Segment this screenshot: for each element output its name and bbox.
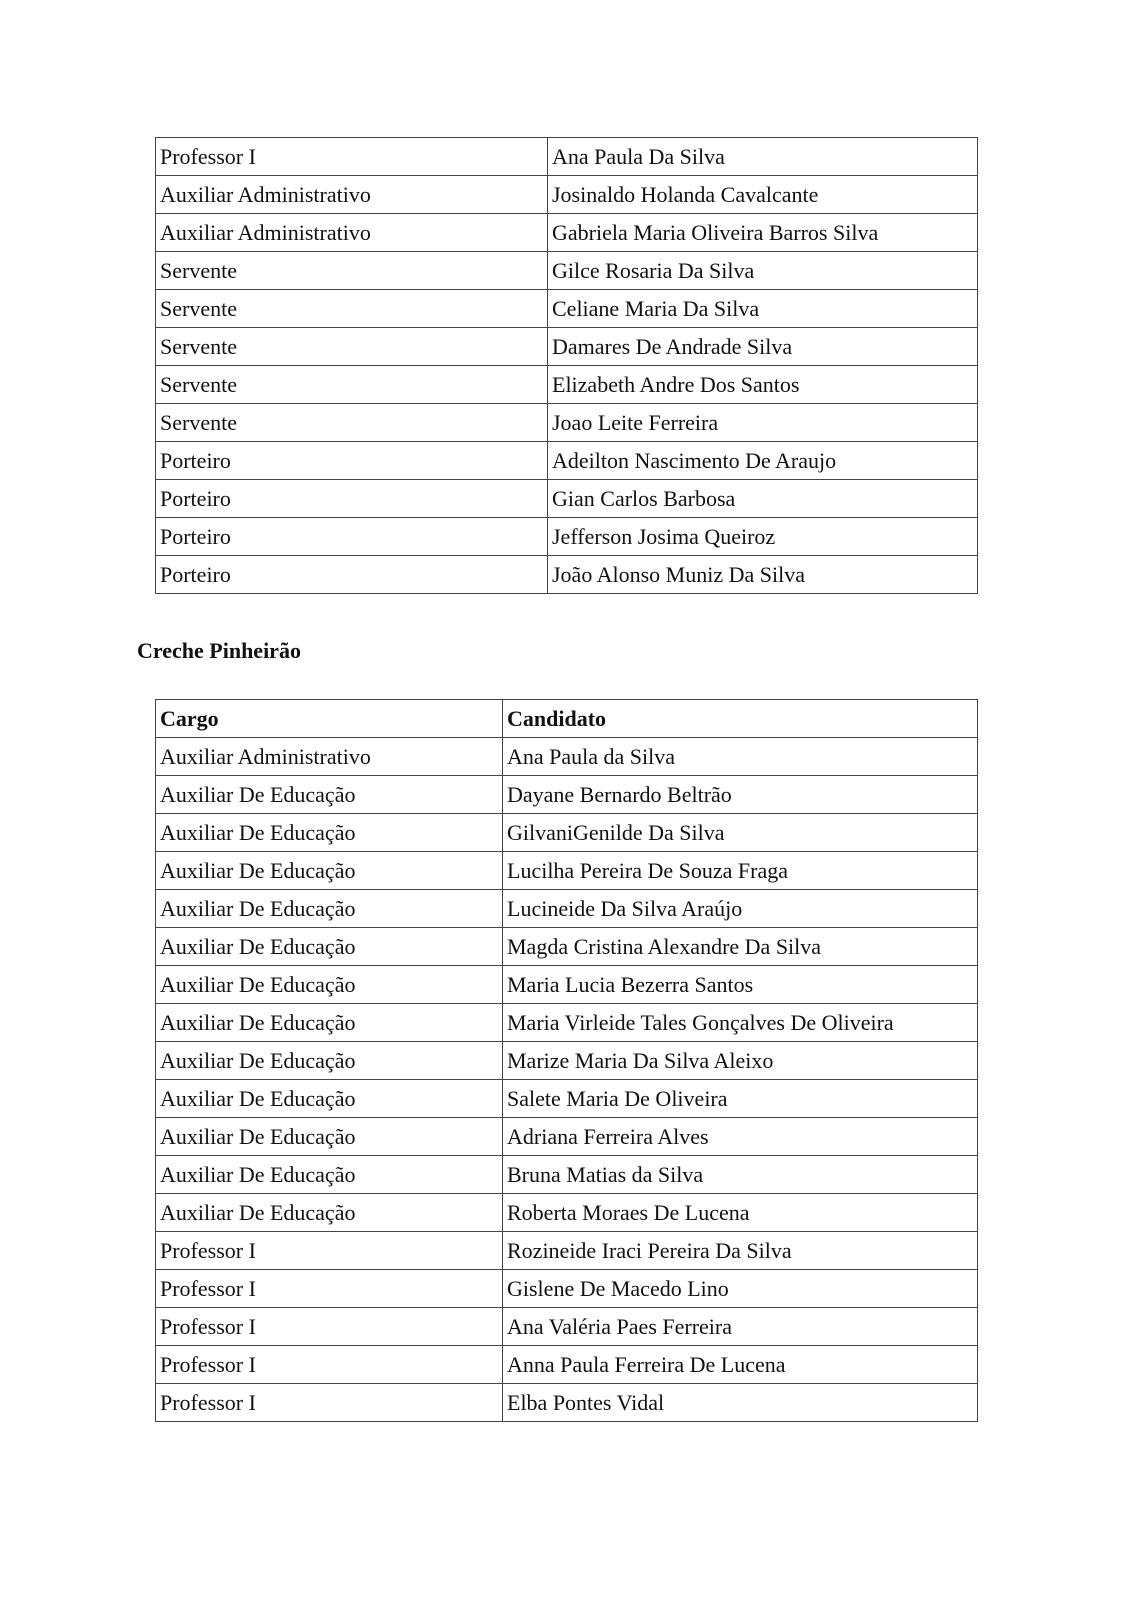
candidato-cell: Lucineide Da Silva Araújo [503,890,978,928]
table-row [156,1118,978,1156]
candidato-cell: Rozineide Iraci Pereira Da Silva [503,1232,978,1270]
candidato-cell: Adriana Ferreira Alves [503,1118,978,1156]
cargo-cell: Auxiliar De Educação [156,966,503,1004]
cargo-cell: Auxiliar Administrativo [156,738,503,776]
section-title: Creche Pinheirão [137,638,301,663]
table-row [156,480,978,518]
candidato-cell: Jefferson Josima Queiroz [548,518,978,556]
cargo-cell: Servente [156,328,548,366]
candidato-cell: Elba Pontes Vidal [503,1384,978,1422]
table-row [156,404,978,442]
cargo-cell: Auxiliar De Educação [156,852,503,890]
table-row [156,1042,978,1080]
cargo-cell: Auxiliar Administrativo [156,214,548,252]
candidato-cell: Roberta Moraes De Lucena [503,1194,978,1232]
cargo-cell: Professor I [156,138,548,176]
candidato-cell: Celiane Maria Da Silva [548,290,978,328]
cargo-cell: Professor I [156,1384,503,1422]
candidato-cell: Lucilha Pereira De Souza Fraga [503,852,978,890]
table-row [156,852,978,890]
cargo-cell: Servente [156,404,548,442]
cargo-cell: Professor I [156,1232,503,1270]
candidato-cell: Adeilton Nascimento De Araujo [548,442,978,480]
table-row [156,1194,978,1232]
cargo-cell: Servente [156,252,548,290]
cargo-cell: Porteiro [156,480,548,518]
candidato-cell: Gilce Rosaria Da Silva [548,252,978,290]
table-row [156,1156,978,1194]
candidato-cell: GilvaniGenilde Da Silva [503,814,978,852]
cargo-column-header: Cargo [156,700,503,738]
table-row [156,814,978,852]
table-row [156,290,978,328]
table-row [156,442,978,480]
candidato-cell: Marize Maria Da Silva Aleixo [503,1042,978,1080]
cargo-cell: Auxiliar De Educação [156,1080,503,1118]
candidato-cell: Gabriela Maria Oliveira Barros Silva [548,214,978,252]
candidato-cell: Ana Paula da Silva [503,738,978,776]
candidato-cell: Anna Paula Ferreira De Lucena [503,1346,978,1384]
candidato-cell: Ana Valéria Paes Ferreira [503,1308,978,1346]
candidato-cell: Maria Lucia Bezerra Santos [503,966,978,1004]
cargo-cell: Auxiliar De Educação [156,1156,503,1194]
table-row [156,776,978,814]
cargo-cell: Porteiro [156,556,548,594]
table-row [156,738,978,776]
cargo-cell: Professor I [156,1308,503,1346]
table-row [156,966,978,1004]
table-row [156,176,978,214]
table-row [156,890,978,928]
cargo-cell: Servente [156,366,548,404]
table-row [156,518,978,556]
candidato-cell: Josinaldo Holanda Cavalcante [548,176,978,214]
candidato-cell: Salete Maria De Oliveira [503,1080,978,1118]
table-row [156,1004,978,1042]
candidato-cell: Ana Paula Da Silva [548,138,978,176]
staff-table-continued [155,137,978,594]
candidato-cell: Magda Cristina Alexandre Da Silva [503,928,978,966]
table-row [156,1270,978,1308]
cargo-cell: Porteiro [156,442,548,480]
candidato-column-header: Candidato [503,700,978,738]
table-header-row [156,700,978,738]
cargo-cell: Professor I [156,1270,503,1308]
cargo-cell: Auxiliar Administrativo [156,176,548,214]
candidato-cell: Gislene De Macedo Lino [503,1270,978,1308]
cargo-cell: Servente [156,290,548,328]
candidato-cell: Joao Leite Ferreira [548,404,978,442]
table-row [156,214,978,252]
table-row [156,1308,978,1346]
candidato-cell: João Alonso Muniz Da Silva [548,556,978,594]
table-row [156,366,978,404]
cargo-cell: Auxiliar De Educação [156,1194,503,1232]
cargo-cell: Auxiliar De Educação [156,1042,503,1080]
cargo-cell: Porteiro [156,518,548,556]
table-row [156,556,978,594]
candidato-cell: Bruna Matias da Silva [503,1156,978,1194]
cargo-cell: Auxiliar De Educação [156,776,503,814]
candidato-cell: Damares De Andrade Silva [548,328,978,366]
table-row [156,928,978,966]
table-row [156,1232,978,1270]
table-row [156,328,978,366]
cargo-cell: Auxiliar De Educação [156,890,503,928]
table-row [156,1346,978,1384]
cargo-cell: Auxiliar De Educação [156,928,503,966]
candidato-cell: Elizabeth Andre Dos Santos [548,366,978,404]
table-row [156,138,978,176]
cargo-cell: Professor I [156,1346,503,1384]
candidato-cell: Gian Carlos Barbosa [548,480,978,518]
table-row [156,252,978,290]
creche-pinheirao-table [155,699,978,1422]
cargo-cell: Auxiliar De Educação [156,1004,503,1042]
cargo-cell: Auxiliar De Educação [156,1118,503,1156]
candidato-cell: Maria Virleide Tales Gonçalves De Oliveira [503,1004,978,1042]
table-row [156,1384,978,1422]
table-row [156,1080,978,1118]
candidato-cell: Dayane Bernardo Beltrão [503,776,978,814]
cargo-cell: Auxiliar De Educação [156,814,503,852]
